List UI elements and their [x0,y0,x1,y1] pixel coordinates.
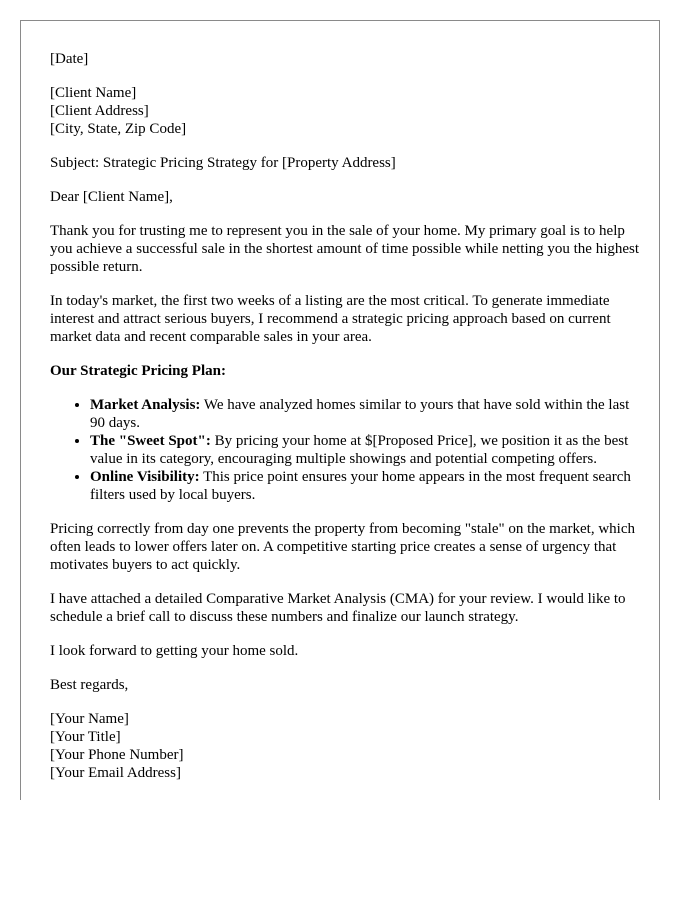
cma-paragraph: I have attached a detailed Comparative Market Analysis (CMA) for your review. I would like to schedule a brief call to discuss these numbers and finalize our launch strategy. [50,591,626,625]
closing-phrase: Best regards, [50,677,129,693]
recipient-city: [City, State, Zip Code] [50,121,187,137]
closing-paragraph: I look forward to getting your home sold. [50,643,299,659]
list-item [90,396,640,432]
list-item-text: We have analyzed homes similar to yours that have sold within the last 90 days. [90,397,630,431]
list-item-text: This price point ensures your home appears in the most frequent search filters used by local buyers. [90,469,631,503]
signature-phone: [Your Phone Number] [50,747,184,763]
signature-block [50,710,640,782]
signature-title: [Your Title] [50,729,121,745]
list-item-label: The "Sweet Spot": [90,433,211,449]
list-item-text: By pricing your home at $[Proposed Price], we position it as the best value in its category, encouraging multiple showings and potential competing offers. [90,433,629,467]
intro-paragraph: Thank you for trusting me to represent you in the sale of your home. My primary goal is to help you achieve a successful sale in the shortest amount of time possible while netting you the highest possible return. [50,223,640,275]
list-item [90,468,640,504]
recipient-address: [Client Address] [50,103,149,119]
list-item-label: Online Visibility: [90,469,200,485]
plan-heading: Our Strategic Pricing Plan: [50,363,226,379]
plan-list [50,396,640,504]
recipient-name: [Client Name] [50,85,137,101]
letter-date: [Date] [50,51,89,67]
letter-body [50,50,640,782]
recipient-block [50,84,640,138]
list-item-label: Market Analysis: [90,397,201,413]
signature-email: [Your Email Address] [50,765,181,781]
market-paragraph: In today's market, the first two weeks of a listing are the most critical. To generate immediate interest and attract serious buyers, I recommend a strategic pricing approach based on current market data and recent comparable sales in your area. [50,293,611,345]
salutation: Dear [Client Name], [50,189,173,205]
letter-page [20,20,660,800]
list-item [90,432,640,468]
letter-subject: Subject: Strategic Pricing Strategy for [Property Address] [50,155,396,171]
pricing-paragraph: Pricing correctly from day one prevents the property from becoming "stale" on the market, which often leads to lower offers later on. A competitive starting price creates a sense of urgency that motivates buyers to act quickly. [50,521,635,573]
signature-name: [Your Name] [50,711,129,727]
